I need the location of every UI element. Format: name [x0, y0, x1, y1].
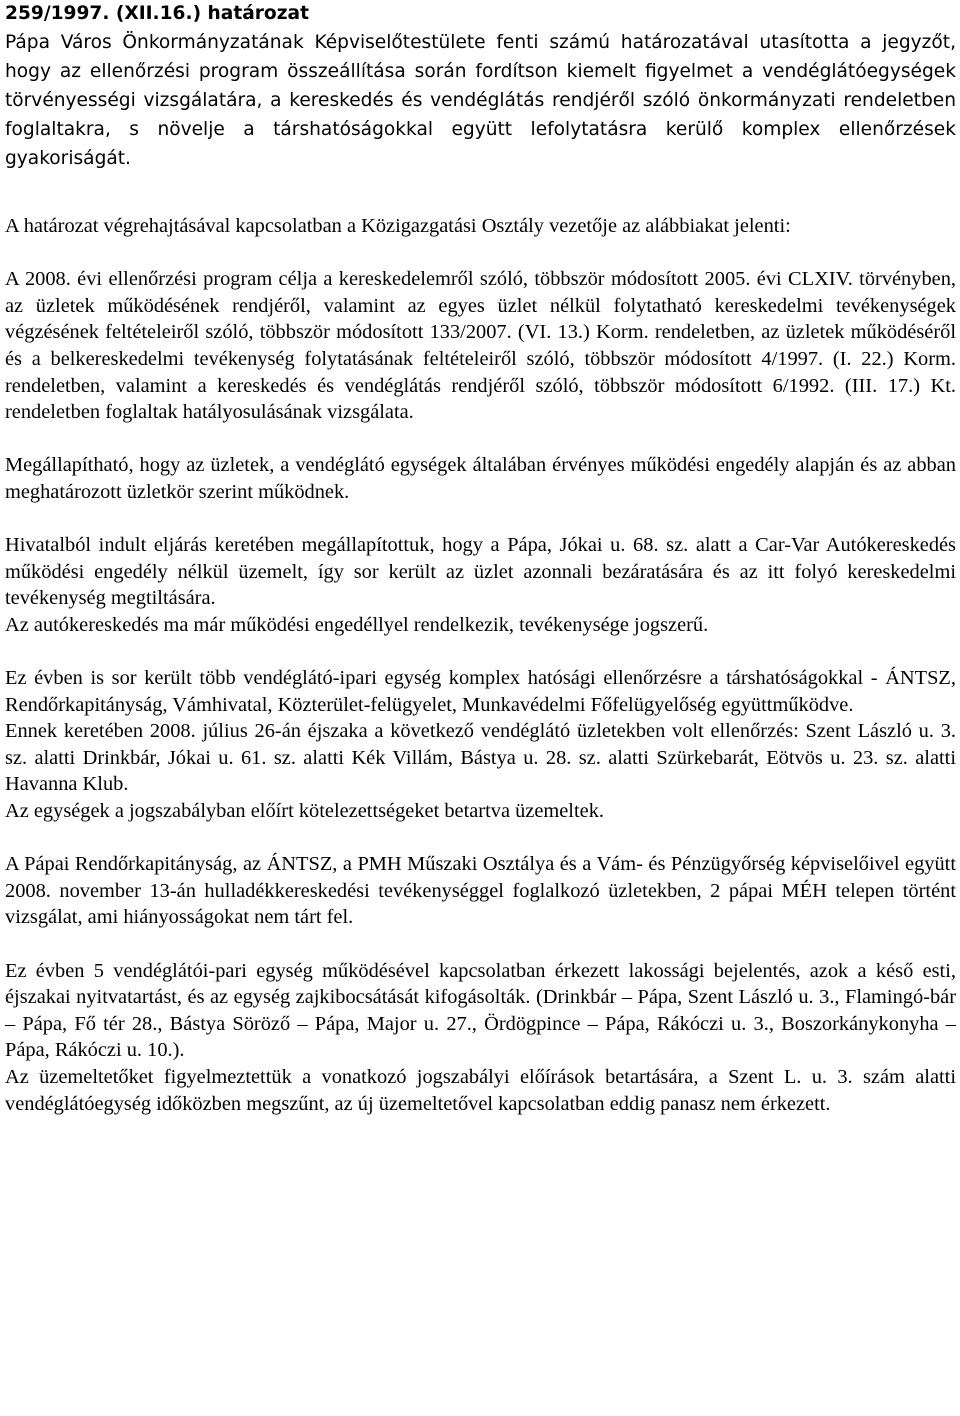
joint-inspection-paragraph: Ez évben is sor került több vendéglátó-ipari egység komplex hatósági ellenőrzésre a társhatóságokkal - ÁNTSZ, Rendőrkapitányság, Vámhivatal, Közterület-felügyelet, Munkavédelmi Főfelügyelőség együttműködve. [5, 667, 956, 716]
inspection-list-paragraph: Ennek keretében 2008. július 26-án éjszaka a következő vendéglátó üzletekben volt ellenőrzés: Szent László u. 3. sz. alatti Drinkbár, Jókai u. 61. sz. alatti Kék Villám, Bástya u. 28. sz. alatti Szürkebarát, Eötvös u. 23. sz. alatti Havanna Klub. [5, 720, 956, 796]
scrap-inspection-paragraph: A Pápai Rendőrkapitányság, az ÁNTSZ, a PMH Műszaki Osztálya és a Vám- és Pénzügyőrség képviselőivel együtt 2008. november 13-án hulladékkereskedési tevékenységgel foglalkozó üzletekben, 2 pápai MÉH telepen történt vizsgálat, ami hiányosságokat nem tárt fel. [5, 853, 956, 929]
complaints-paragraph: Ez évben 5 vendéglátói-pari egység működésével kapcsolatban érkezett lakossági bejelentés, azok a késő esti, éjszakai nyitvatartást, és az egység zajkibocsátását kifogásolták. (Drinkbár – Pápa, Szent László u. 3., Flamingó-bár – Pápa, Fő tér 28., Bástya Söröző – Pápa, Major u. 27., Ördögpince – Pápa, Rákóczi u. 3., Boszorkánykonyha – Pápa, Rákóczi u. 10.). [5, 959, 956, 1062]
report-intro-paragraph: A határozat végrehajtásával kapcsolatban a Közigazgatási Osztály vezetője az alábbiakat jelenti: [5, 215, 791, 237]
inspection-result-paragraph: Az egységek a jogszabályban előírt kötelezettségeket betartva üzemeltek. [5, 800, 604, 823]
car-dealer-status-paragraph: Az autókereskedés ma már működési engedéllyel rendelkezik, tevékenysége jogszerű. [5, 613, 709, 636]
operators-warning-paragraph: Az üzemeltetőket figyelmeztettük a vonatkozó jogszabályi előírások betartására, a Szent L. u. 3. szám alatti vendéglátóegység időközben megszűnt, az új üzemeltetővel kapcsolatban eddig panasz nem érkezett. [5, 1066, 956, 1115]
report-body [5, 213, 956, 1117]
program-goal-paragraph: A 2008. évi ellenőrzési program célja a kereskedelemről szóló, többször módosított 2005. évi CLXIV. törvényben, az üzletek működésének rendjéről, valamint az egyes üzlet nélkül folytatható kereskedelmi tevékenységek végzésének feltételeiről szóló, többször módosított 133/2007. (VI. 13.) Korm. rendeletben, az üzletek működéséről és a belkereskedelmi tevékenység folytatásának feltételeiről szóló, többször módosított 4/1997. (I. 22.) Korm. rendeletben, valamint a kereskedés és vendéglátás rendjéről szóló, többször módosított 6/1992. (III. 17.) Kt. rendeletben foglaltak hatályosulásának vizsgálata. [5, 268, 956, 424]
official-procedure-paragraph: Hivatalból indult eljárás keretében megállapítottuk, hogy a Pápa, Jókai u. 68. sz. alatt a Car-Var Autókereskedés működési engedély nélkül üzemelt, így sor került az üzlet azonnali bezáratására és az itt folyó kereskedelmi tevékenység megtiltására. [5, 534, 956, 610]
resolution-heading: 259/1997. (XII.16.) határozat [5, 3, 309, 24]
resolution-text: Pápa Város Önkormányzatának Képviselőtestülete fenti számú határozatával utasította a jegyzőt, hogy az ellenőrzési program összeállítása során fordítson kiemelt figyelmet a vendéglátóegységek törvényességi vizsgálatára, a kereskedés és vendéglátás rendjéről szóló önkormányzati rendeletben foglaltakra, s növelje a társhatóságokkal együtt lefolytatásra kerülő komplex ellenőrzések gyakoriságát. [5, 32, 956, 169]
findings-paragraph: Megállapítható, hogy az üzletek, a vendéglátó egységek általában érvényes működési engedély alapján és az abban meghatározott üzletkör szerint működnek. [5, 454, 956, 503]
resolution-block [5, 0, 956, 173]
document-page [5, 0, 956, 1117]
